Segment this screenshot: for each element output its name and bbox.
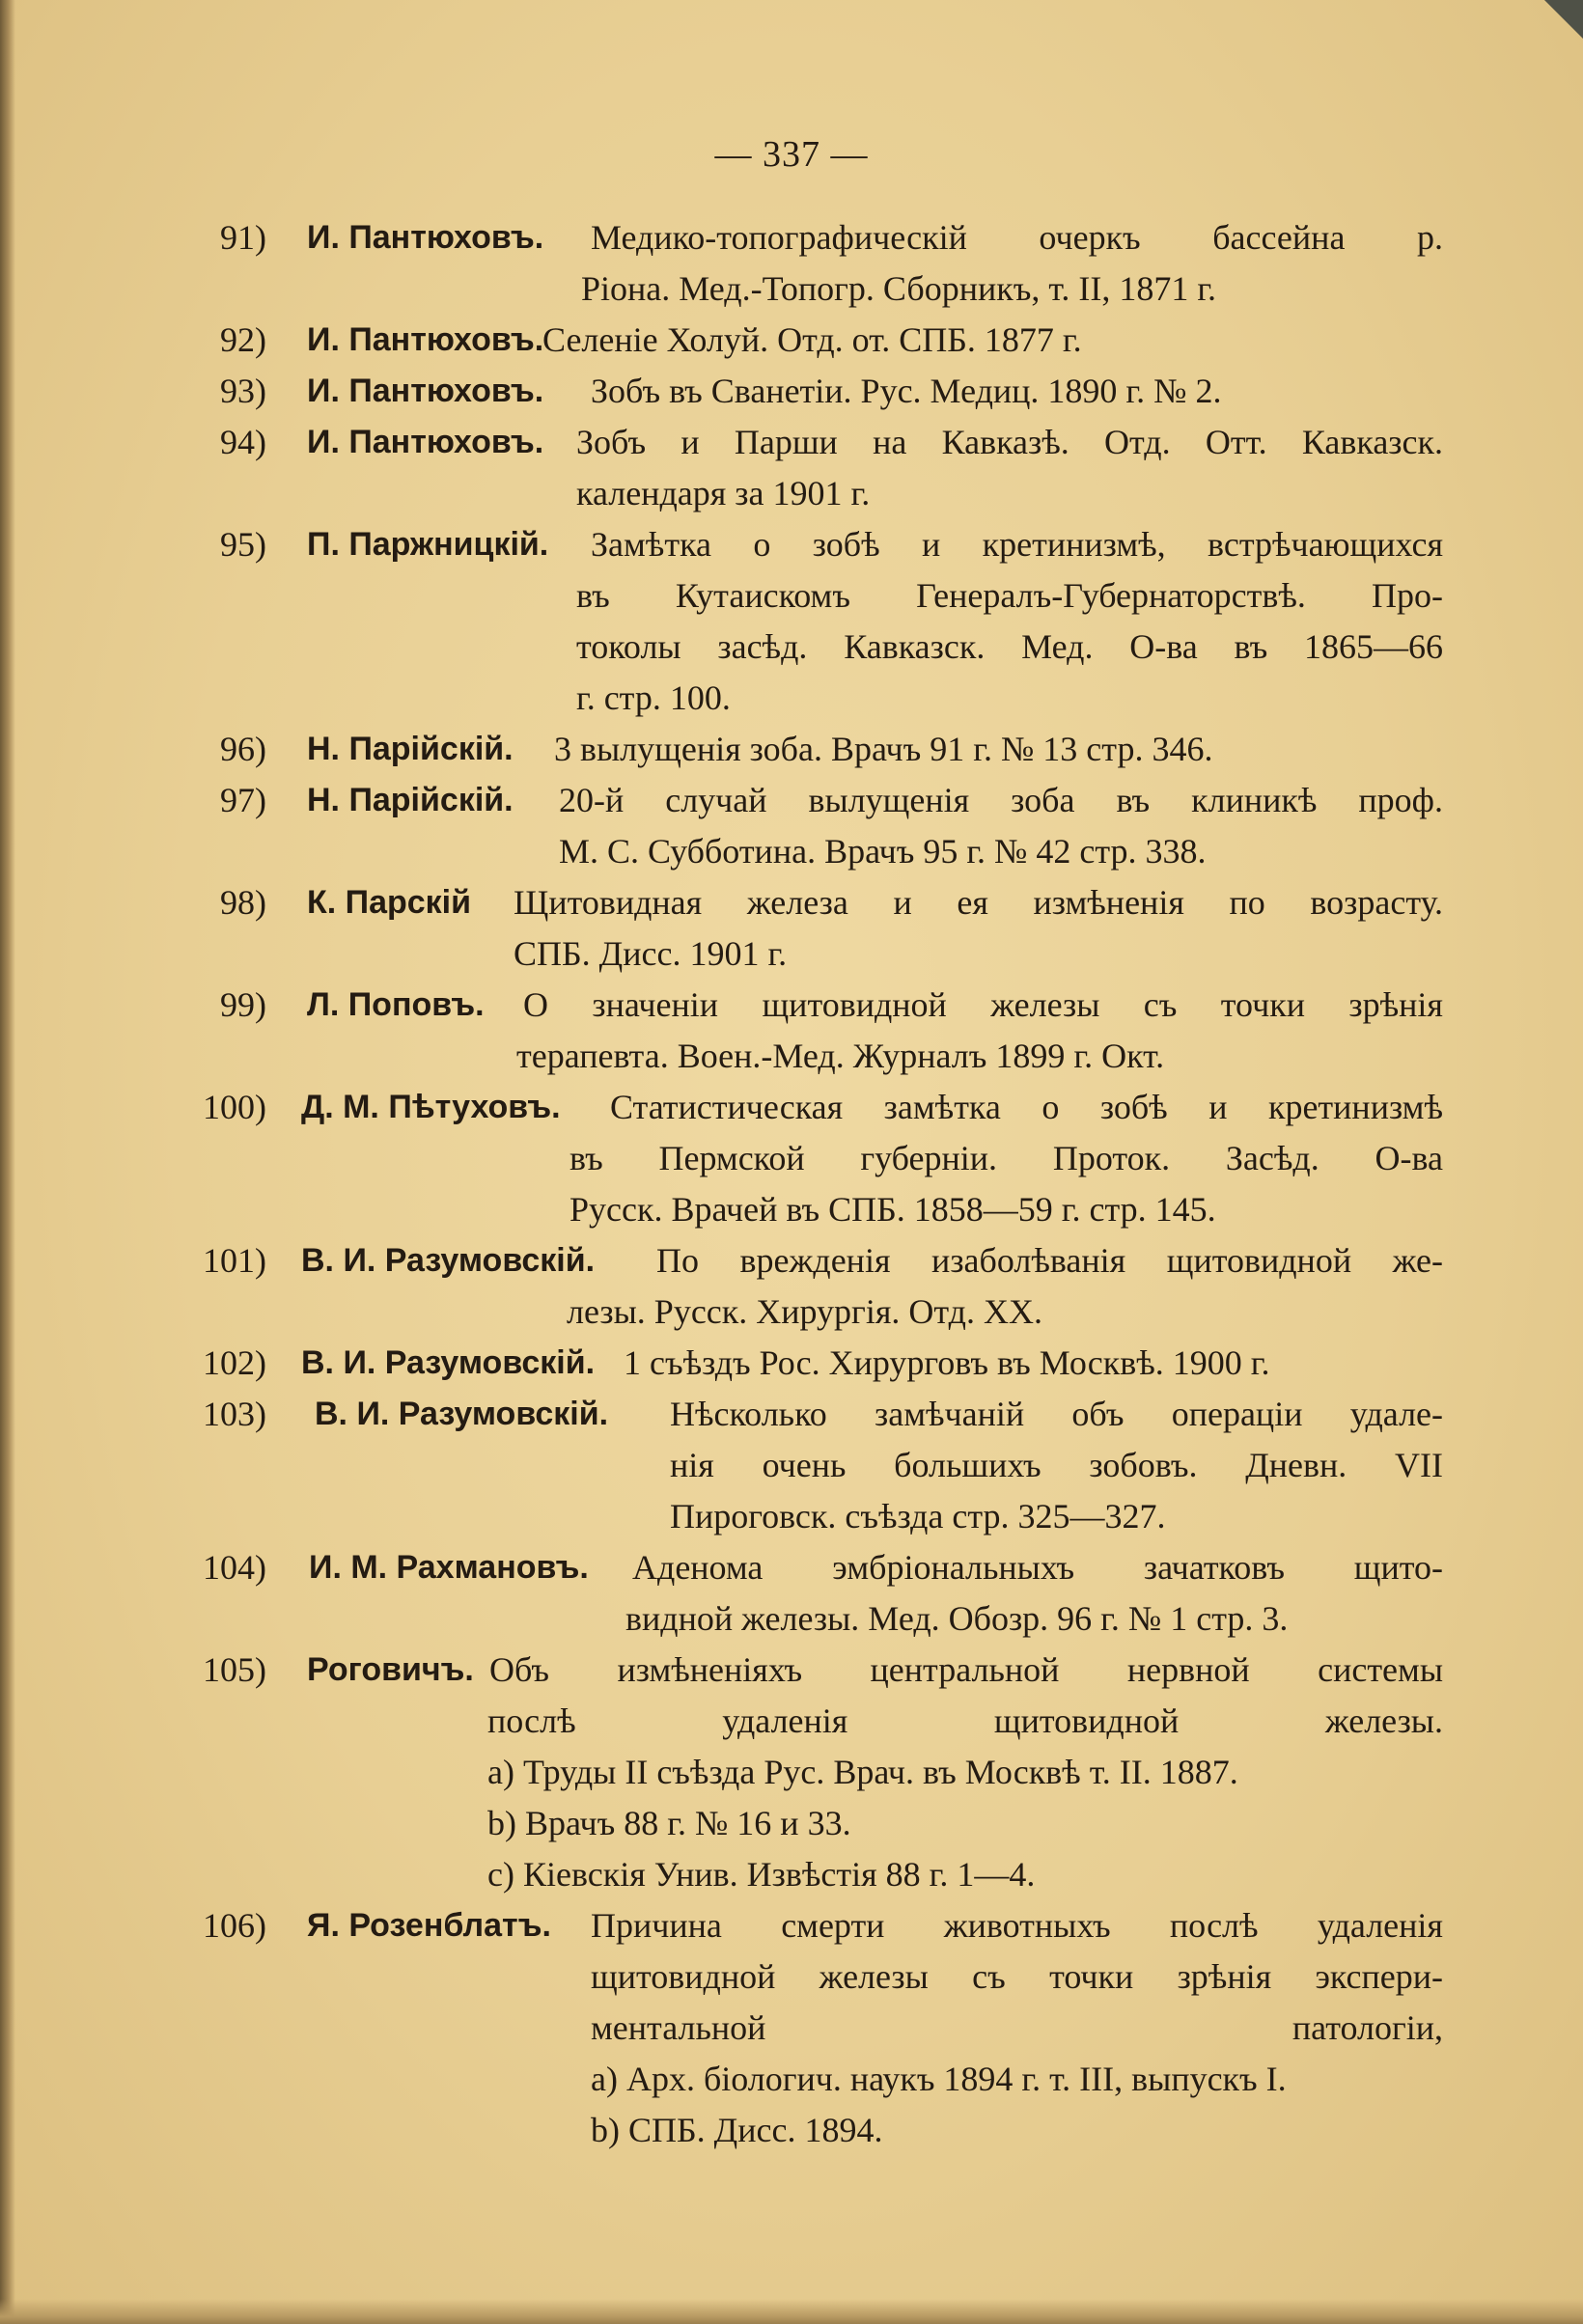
entry-continuation-line: ментальной патологіи, <box>591 2008 1443 2047</box>
entry-continuation-line: c) Кіевскія Унив. Извѣстія 88 г. 1—4. <box>487 1855 1036 1894</box>
bibliography-entry <box>0 775 1583 877</box>
entry-title-line: Щитовидная железа и ея измѣненія по возрасту. <box>514 883 1443 922</box>
entry-continuation-line: въ Кутаискомъ Генералъ-Губернаторствѣ. Про- <box>576 576 1443 615</box>
entry-continuation-line: терапевта. Воен.-Мед. Журналъ 1899 г. Окт. <box>516 1037 1165 1075</box>
entry-title-line: О значеніи щитовидной железы съ точки зрѣнія <box>523 985 1443 1024</box>
entry-continuation-line: послѣ удаленія щитовидной железы. <box>487 1702 1443 1740</box>
entry-author: И. Пантюховъ. <box>307 219 544 256</box>
entry-number: 102) <box>203 1343 266 1382</box>
entry-number: 101) <box>203 1241 266 1280</box>
entry-number: 96) <box>220 730 266 768</box>
entry-author: Д. М. Пѣтуховъ. <box>301 1089 561 1125</box>
entry-title-line: Замѣтка о зобѣ и кретинизмѣ, встрѣчающихся <box>591 525 1443 564</box>
entry-title-line: Нѣсколько замѣчаній объ операціи удале- <box>670 1395 1443 1433</box>
bibliography-entry <box>0 212 1583 315</box>
entry-continuation-line: Пироговск. съѣзда стр. 325—327. <box>670 1497 1166 1536</box>
entry-continuation-line: Ріона. Мед.-Топогр. Сборникъ, т. II, 1871 г. <box>581 269 1217 308</box>
bibliography-entry <box>0 366 1583 417</box>
entry-number: 99) <box>220 985 266 1024</box>
entry-title-line: Зобъ въ Сванетіи. Рус. Медиц. 1890 г. № 2. <box>591 372 1222 410</box>
entry-continuation-line: видной железы. Мед. Обозр. 96 г. № 1 стр. 3. <box>625 1599 1289 1638</box>
entry-continuation-line: b) СПБ. Дисс. 1894. <box>591 2111 883 2149</box>
entry-number: 91) <box>220 218 266 257</box>
entry-title-line: По врежденія изаболѣванія щитовидной же- <box>656 1241 1443 1280</box>
entry-author: Н. Парійскій. <box>307 731 514 767</box>
bibliography-entry <box>0 1645 1583 1900</box>
entry-title-line: Зобъ и Парши на Кавказѣ. Отд. Отт. Кавказск. <box>576 423 1443 461</box>
entry-author: Я. Розенблатъ. <box>307 1907 551 1944</box>
entry-number: 97) <box>220 781 266 819</box>
entry-title-line: 1 съѣздъ Рос. Хирурговъ въ Москвѣ. 1900 г. <box>624 1343 1270 1382</box>
bibliography-entry <box>0 1338 1583 1389</box>
entry-continuation-line: щитовидной железы съ точки зрѣнія экспери- <box>591 1957 1443 1996</box>
entry-number: 104) <box>203 1548 266 1587</box>
bibliography-entry <box>0 980 1583 1082</box>
entry-author: И. Пантюховъ. <box>307 373 544 409</box>
entry-continuation-line: г. стр. 100. <box>576 678 731 717</box>
entry-number: 105) <box>203 1650 266 1689</box>
bibliography-entry <box>0 724 1583 775</box>
entry-title-line: 20-й случай вылущенія зоба въ клиникѣ проф. <box>559 781 1443 819</box>
entry-author: К. Парскій <box>307 884 472 921</box>
entry-author: В. И. Разумовскій. <box>315 1396 609 1432</box>
entry-number: 92) <box>220 320 266 359</box>
entry-continuation-line: въ Пермской губерніи. Проток. Засѣд. О-ва <box>569 1139 1443 1177</box>
bibliography-entry <box>0 1542 1583 1645</box>
entry-author: П. Паржницкій. <box>307 526 549 563</box>
entry-author: Л. Поповъ. <box>307 986 485 1023</box>
entry-continuation-line: М. С. Субботина. Врачъ 95 г. № 42 стр. 338. <box>559 832 1207 871</box>
bibliography-entry <box>0 1389 1583 1542</box>
entry-author: Роговичъ. <box>307 1651 474 1688</box>
entry-number: 94) <box>220 423 266 461</box>
entry-continuation-line: токолы засѣд. Кавказск. Мед. О-ва въ 1865—66 <box>576 627 1443 666</box>
entry-number: 98) <box>220 883 266 922</box>
entry-title-line: Объ измѣненіяхъ центральной нервной системы <box>489 1650 1443 1689</box>
bibliography-entry <box>0 877 1583 980</box>
bibliography-entry <box>0 315 1583 366</box>
entry-continuation-line: a) Арх. біологич. наукъ 1894 г. т. III, выпускъ I. <box>591 2060 1287 2098</box>
entry-title-line: 3 вылущенія зоба. Врачъ 91 г. № 13 стр. 346. <box>554 730 1213 768</box>
entry-continuation-line: b) Врачъ 88 г. № 16 и 33. <box>487 1804 851 1842</box>
entry-number: 95) <box>220 525 266 564</box>
entry-title-line: Аденома эмбріональныхъ зачатковъ щито- <box>632 1548 1443 1587</box>
page-corner-shadow <box>1544 0 1583 46</box>
entry-number: 100) <box>203 1088 266 1126</box>
entry-number: 103) <box>203 1395 266 1433</box>
entry-author: И. Пантюховъ. <box>307 321 544 358</box>
entry-title-line: Статистическая замѣтка о зобѣ и кретинизмѣ <box>610 1088 1443 1126</box>
bibliography-entry <box>0 1235 1583 1338</box>
entry-continuation-line: Русск. Врачей въ СПБ. 1858—59 г. стр. 145. <box>569 1190 1216 1229</box>
bibliography-entry <box>0 417 1583 519</box>
entry-author: В. И. Разумовскій. <box>301 1242 596 1279</box>
entry-author: И. Пантюховъ. <box>307 424 544 460</box>
entry-title-line: Медико-топографическій очеркъ бассейна р. <box>591 218 1443 257</box>
entry-continuation-line: нія очень большихъ зобовъ. Дневн. VII <box>670 1446 1443 1484</box>
entry-author: В. И. Разумовскій. <box>301 1344 596 1381</box>
page-bottom-edge <box>0 2299 1583 2324</box>
bibliography-entry <box>0 1082 1583 1235</box>
entry-title-line: Селеніе Холуй. Отд. от. СПБ. 1877 г. <box>542 320 1082 359</box>
entry-continuation-line: лезы. Русск. Хирургія. Отд. XX. <box>567 1292 1042 1331</box>
page-number: — 337 — <box>714 134 869 175</box>
entry-continuation-line: a) Труды II съѣзда Рус. Врач. въ Москвѣ т. II. 1887. <box>487 1753 1238 1791</box>
entry-continuation-line: календаря за 1901 г. <box>576 474 871 512</box>
entry-number: 93) <box>220 372 266 410</box>
entry-author: Н. Парійскій. <box>307 782 514 818</box>
entry-number: 106) <box>203 1906 266 1945</box>
entry-author: И. М. Рахмановъ. <box>309 1549 589 1586</box>
entry-title-line: Причина смерти животныхъ послѣ удаленія <box>591 1906 1443 1945</box>
entry-continuation-line: СПБ. Дисс. 1901 г. <box>514 934 788 973</box>
bibliography-entry <box>0 519 1583 724</box>
bibliography-entry <box>0 1900 1583 2156</box>
